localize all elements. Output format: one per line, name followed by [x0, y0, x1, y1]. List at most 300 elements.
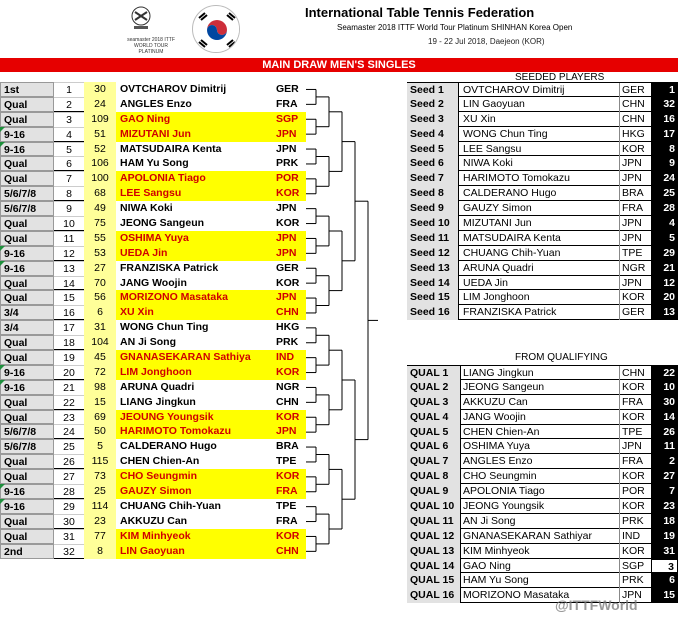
- draw-nation: KOR: [274, 186, 306, 201]
- draw-seed: 9-16: [0, 499, 54, 514]
- player-nation: IND: [619, 529, 649, 544]
- draw-row: [0, 201, 306, 216]
- seeded-row: [407, 216, 678, 231]
- draw-player-name: OVTCHAROV Dimitrij: [116, 82, 274, 97]
- row-label: Seed 7: [407, 171, 459, 186]
- draw-player-name: WONG Chun Ting: [116, 320, 274, 335]
- draw-row: [0, 142, 306, 157]
- draw-ranking: 100: [84, 171, 116, 186]
- player-nation: CHN: [619, 97, 649, 112]
- draw-player-name: LEE Sangsu: [116, 186, 274, 201]
- qualifier-row: [407, 544, 678, 559]
- draw-position: 30: [54, 514, 84, 529]
- draw-nation: FRA: [274, 514, 306, 529]
- draw-position-number: 6: [651, 573, 678, 588]
- row-label: Seed 12: [407, 246, 459, 261]
- draw-seed: 5/6/7/8: [0, 201, 54, 216]
- player-name: AKKUZU Can: [463, 395, 528, 408]
- draw-position-number: 18: [651, 514, 678, 529]
- draw-row: [0, 424, 306, 439]
- draw-seed: Qual: [0, 171, 54, 186]
- seed-marker-icon: [0, 499, 5, 514]
- draw-ranking: 24: [84, 97, 116, 112]
- player-nation: HKG: [619, 127, 649, 142]
- qualifier-row: [407, 514, 678, 529]
- page-title: International Table Tennis Federation: [305, 5, 535, 20]
- row-label: Seed 14: [407, 276, 459, 291]
- draw-position: 27: [54, 469, 84, 484]
- draw-nation: KOR: [274, 276, 306, 291]
- row-label: Seed 4: [407, 127, 459, 142]
- draw-player-name: GAUZY Simon: [116, 484, 274, 499]
- draw-row: [0, 320, 306, 335]
- qualifier-row: [407, 425, 678, 440]
- player-nation: JPN: [619, 216, 649, 231]
- player-nation: SGP: [619, 559, 649, 574]
- draw-ranking: 77: [84, 529, 116, 544]
- draw-position: 31: [54, 529, 84, 544]
- draw-position-number: 15: [651, 588, 678, 603]
- draw-row: [0, 514, 306, 529]
- draw-position-number: 28: [651, 201, 678, 216]
- seeded-row: [407, 201, 678, 216]
- draw-row: [0, 97, 306, 112]
- draw-position: 5: [54, 142, 84, 157]
- draw-nation: JPN: [274, 127, 306, 142]
- draw-ranking: 98: [84, 380, 116, 395]
- draw-ranking: 8: [84, 544, 116, 559]
- draw-ranking: 31: [84, 320, 116, 335]
- draw-seed: 5/6/7/8: [0, 186, 54, 201]
- player-nation: KOR: [619, 544, 649, 559]
- draw-player-name: LIANG Jingkun: [116, 395, 274, 410]
- draw-position-number: 24: [651, 171, 678, 186]
- player-name: CHUANG Chih-Yuan: [463, 246, 561, 259]
- qualifier-row: [407, 573, 678, 588]
- player-name: HARIMOTO Tomokazu: [463, 172, 570, 185]
- player-name: CALDERANO Hugo: [463, 187, 557, 200]
- qualifier-row: [407, 559, 678, 574]
- player-nation: JPN: [619, 231, 649, 246]
- draw-position: 11: [54, 231, 84, 246]
- draw-row: [0, 305, 306, 320]
- draw-ranking: 56: [84, 290, 116, 305]
- draw-ranking: 53: [84, 246, 116, 261]
- seeded-row: [407, 82, 678, 97]
- seeded-row: [407, 171, 678, 186]
- draw-position-number: 4: [651, 216, 678, 231]
- draw-row: [0, 410, 306, 425]
- draw-row: [0, 335, 306, 350]
- draw-position-number: 16: [651, 112, 678, 127]
- draw-player-name: GNANASEKARAN Sathiya: [116, 350, 274, 365]
- draw-nation: TPE: [274, 499, 306, 514]
- player-nation: KOR: [619, 380, 649, 395]
- row-label: Seed 11: [407, 231, 459, 246]
- qualifier-row: [407, 410, 678, 425]
- draw-position-number: 8: [651, 142, 678, 157]
- draw-player-name: JANG Woojin: [116, 276, 274, 291]
- qualifier-row: [407, 365, 678, 380]
- draw-player-name: CHUANG Chih-Yuan: [116, 499, 274, 514]
- draw-row: [0, 156, 306, 171]
- draw-nation: JPN: [274, 231, 306, 246]
- seeded-row: [407, 290, 678, 305]
- draw-nation: JPN: [274, 142, 306, 157]
- draw-seed: 9-16: [0, 380, 54, 395]
- draw-position: 23: [54, 410, 84, 425]
- draw-row: [0, 127, 306, 142]
- player-nation: JPN: [619, 439, 649, 454]
- player-name: HAM Yu Song: [463, 574, 529, 587]
- draw-row: [0, 529, 306, 544]
- player-nation: TPE: [619, 246, 649, 261]
- draw-position: 10: [54, 216, 84, 231]
- row-label: QUAL 2: [407, 380, 461, 395]
- draw-nation: KOR: [274, 529, 306, 544]
- seeded-row: [407, 231, 678, 246]
- draw-player-name: NIWA Koki: [116, 201, 274, 216]
- draw-position-number: 17: [651, 127, 678, 142]
- draw-position: 17: [54, 320, 84, 335]
- qualifier-row: [407, 395, 678, 410]
- draw-nation: POR: [274, 171, 306, 186]
- draw-nation: CHN: [274, 395, 306, 410]
- seeded-row: [407, 142, 678, 157]
- draw-nation: HKG: [274, 320, 306, 335]
- draw-player-name: MATSUDAIRA Kenta: [116, 142, 274, 157]
- draw-player-name: KIM Minhyeok: [116, 529, 274, 544]
- draw-player-name: ANGLES Enzo: [116, 97, 274, 112]
- row-label: QUAL 3: [407, 395, 461, 410]
- seeded-players-title: SEEDED PLAYERS: [515, 72, 605, 83]
- draw-ranking: 27: [84, 261, 116, 276]
- draw-row: [0, 231, 306, 246]
- draw-seed: Qual: [0, 395, 54, 410]
- draw-ranking: 75: [84, 216, 116, 231]
- logo-text: seamaster 2018 ITTF WORLD TOUR PLATINUM: [127, 37, 175, 55]
- draw-seed: Qual: [0, 290, 54, 305]
- draw-position-number: 27: [651, 469, 678, 484]
- draw-position-number: 30: [651, 395, 678, 410]
- player-nation: JPN: [619, 171, 649, 186]
- draw-title-banner: MAIN DRAW MEN'S SINGLES: [0, 58, 678, 72]
- draw-position: 28: [54, 484, 84, 499]
- seeded-row: [407, 186, 678, 201]
- draw-nation: TPE: [274, 454, 306, 469]
- row-label: Seed 3: [407, 112, 459, 127]
- draw-player-name: AKKUZU Can: [116, 514, 274, 529]
- draw-position: 32: [54, 544, 84, 559]
- draw-ranking: 72: [84, 365, 116, 380]
- draw-position: 26: [54, 454, 84, 469]
- player-name: GAO Ning: [463, 559, 511, 572]
- draw-position-number: 11: [651, 439, 678, 454]
- draw-nation: JPN: [274, 201, 306, 216]
- draw-row: [0, 484, 306, 499]
- draw-position: 4: [54, 127, 84, 142]
- qualifier-row: [407, 380, 678, 395]
- player-name: WONG Chun Ting: [463, 127, 548, 140]
- draw-position: 16: [54, 305, 84, 320]
- row-label: QUAL 15: [407, 573, 461, 588]
- qualifier-row: [407, 469, 678, 484]
- draw-position-number: 12: [651, 276, 678, 291]
- seeded-row: [407, 156, 678, 171]
- seeded-row: [407, 112, 678, 127]
- row-label: QUAL 4: [407, 410, 461, 425]
- draw-position: 1: [54, 82, 84, 97]
- qualifier-row: [407, 529, 678, 544]
- draw-ranking: 49: [84, 201, 116, 216]
- draw-player-name: MIZUTANI Jun: [116, 127, 274, 142]
- draw-ranking: 52: [84, 142, 116, 157]
- seed-marker-icon: [0, 127, 5, 142]
- draw-seed: 9-16: [0, 365, 54, 380]
- draw-ranking: 30: [84, 82, 116, 97]
- seed-marker-icon: [0, 142, 5, 157]
- player-nation: NGR: [619, 261, 649, 276]
- header: [0, 0, 690, 58]
- draw-position-number: 10: [651, 380, 678, 395]
- player-nation: BRA: [619, 186, 649, 201]
- draw-player-name: FRANZISKA Patrick: [116, 261, 274, 276]
- row-label: QUAL 13: [407, 544, 461, 559]
- row-label: Seed 6: [407, 156, 459, 171]
- draw-seed: 2nd: [0, 544, 54, 559]
- draw-seed: Qual: [0, 454, 54, 469]
- draw-player-name: AN Ji Song: [116, 335, 274, 350]
- draw-seed: 9-16: [0, 142, 54, 157]
- draw-position-number: 31: [651, 544, 678, 559]
- draw-seed: 5/6/7/8: [0, 424, 54, 439]
- player-name: KIM Minhyeok: [463, 544, 530, 557]
- draw-seed: 9-16: [0, 484, 54, 499]
- draw-position: 9: [54, 201, 84, 216]
- draw-position-number: 19: [651, 529, 678, 544]
- draw-seed: 3/4: [0, 305, 54, 320]
- player-nation: GER: [619, 83, 649, 98]
- draw-ranking: 104: [84, 335, 116, 350]
- draw-nation: JPN: [274, 246, 306, 261]
- row-label: QUAL 9: [407, 484, 461, 499]
- row-label: QUAL 11: [407, 514, 461, 529]
- draw-seed: 9-16: [0, 261, 54, 276]
- draw-nation: CHN: [274, 305, 306, 320]
- player-name: MIZUTANI Jun: [463, 217, 532, 230]
- korea-flag-icon: [192, 5, 240, 53]
- draw-seed: 9-16: [0, 127, 54, 142]
- draw-nation: KOR: [274, 410, 306, 425]
- draw-position-number: 32: [651, 97, 678, 112]
- row-label: QUAL 16: [407, 588, 461, 603]
- draw-position-number: 3: [651, 559, 678, 574]
- player-name: CHO Seungmin: [463, 470, 537, 483]
- draw-nation: PRK: [274, 335, 306, 350]
- row-label: Seed 15: [407, 290, 459, 305]
- draw-seed: Qual: [0, 112, 54, 127]
- watermark: @ITTFWorld: [555, 597, 638, 613]
- ittf-logo-icon: [125, 6, 157, 32]
- row-label: Seed 16: [407, 305, 459, 320]
- draw-row: [0, 216, 306, 231]
- draw-nation: PRK: [274, 156, 306, 171]
- draw-position: 21: [54, 380, 84, 395]
- draw-ranking: 69: [84, 410, 116, 425]
- seed-marker-icon: [0, 261, 5, 276]
- draw-position: 6: [54, 156, 84, 171]
- seeded-row: [407, 276, 678, 291]
- player-name: LIANG Jingkun: [463, 367, 534, 379]
- draw-ranking: 50: [84, 424, 116, 439]
- draw-ranking: 5: [84, 439, 116, 454]
- qualifier-row: [407, 484, 678, 499]
- qualifying-title: FROM QUALIFYING: [515, 352, 608, 363]
- draw-seed: 5/6/7/8: [0, 439, 54, 454]
- draw-ranking: 73: [84, 469, 116, 484]
- draw-ranking: 106: [84, 156, 116, 171]
- player-name: GNANASEKARAN Sathiyar: [463, 529, 592, 542]
- draw-position-number: 23: [651, 499, 678, 514]
- draw-row: [0, 469, 306, 484]
- draw-nation: GER: [274, 261, 306, 276]
- player-name: ANGLES Enzo: [463, 455, 533, 468]
- draw-nation: KOR: [274, 365, 306, 380]
- row-label: Seed 13: [407, 261, 459, 276]
- draw-seed: 3/4: [0, 320, 54, 335]
- player-nation: KOR: [619, 290, 649, 305]
- qualifier-row: [407, 439, 678, 454]
- draw-player-name: GAO Ning: [116, 112, 274, 127]
- seeded-row: [407, 97, 678, 112]
- row-label: QUAL 14: [407, 559, 461, 574]
- qualifier-row: [407, 454, 678, 469]
- draw-row: [0, 380, 306, 395]
- draw-seed: 1st: [0, 82, 54, 97]
- row-label: Seed 9: [407, 201, 459, 216]
- draw-position-number: 29: [651, 246, 678, 261]
- player-nation: POR: [619, 484, 649, 499]
- draw-ranking: 6: [84, 305, 116, 320]
- draw-ranking: 23: [84, 514, 116, 529]
- player-nation: JPN: [619, 156, 649, 171]
- draw-player-name: JEOUNG Youngsik: [116, 410, 274, 425]
- draw-row: [0, 544, 306, 559]
- draw-seed: Qual: [0, 514, 54, 529]
- draw-nation: BRA: [274, 439, 306, 454]
- row-label: QUAL 7: [407, 454, 461, 469]
- draw-seed: Qual: [0, 276, 54, 291]
- player-nation: PRK: [619, 514, 649, 529]
- row-label: QUAL 6: [407, 439, 461, 454]
- draw-player-name: LIN Gaoyuan: [116, 544, 274, 559]
- player-nation: TPE: [619, 425, 649, 440]
- seed-marker-icon: [0, 484, 5, 499]
- draw-position-number: 13: [651, 305, 678, 320]
- draw-position: 2: [54, 97, 84, 112]
- seed-marker-icon: [0, 246, 5, 261]
- seed-marker-icon: [0, 365, 5, 380]
- draw-position: 29: [54, 499, 84, 514]
- draw-position: 22: [54, 395, 84, 410]
- draw-position: 15: [54, 290, 84, 305]
- draw-seed: Qual: [0, 410, 54, 425]
- draw-row: [0, 112, 306, 127]
- draw-position: 20: [54, 365, 84, 380]
- row-label: Seed 2: [407, 97, 459, 112]
- draw-row: [0, 350, 306, 365]
- draw-row: [0, 454, 306, 469]
- player-name: LEE Sangsu: [463, 142, 522, 155]
- player-name: JEONG Youngsik: [463, 500, 545, 513]
- draw-row: [0, 290, 306, 305]
- draw-ranking: 25: [84, 484, 116, 499]
- player-name: OSHIMA Yuya: [463, 440, 530, 453]
- seeded-row: [407, 305, 678, 320]
- seeded-row: [407, 261, 678, 276]
- draw-row: [0, 261, 306, 276]
- player-name: OVTCHAROV Dimitrij: [463, 84, 565, 96]
- draw-position: 8: [54, 186, 84, 201]
- draw-position-number: 1: [651, 83, 678, 98]
- seed-marker-icon: [0, 380, 5, 395]
- draw-player-name: MORIZONO Masataka: [116, 290, 274, 305]
- player-nation: GER: [619, 305, 649, 320]
- draw-position: 12: [54, 246, 84, 261]
- draw-player-name: CHO Seungmin: [116, 469, 274, 484]
- draw-row: [0, 365, 306, 380]
- draw-ranking: 51: [84, 127, 116, 142]
- seeded-row: [407, 127, 678, 142]
- draw-nation: IND: [274, 350, 306, 365]
- draw-row: [0, 82, 306, 97]
- player-name: AN Ji Song: [463, 514, 516, 527]
- player-name: CHEN Chien-An: [463, 425, 540, 438]
- draw-row: [0, 439, 306, 454]
- draw-row: [0, 246, 306, 261]
- draw-player-name: APOLONIA Tiago: [116, 171, 274, 186]
- draw-player-name: OSHIMA Yuya: [116, 231, 274, 246]
- draw-ranking: 68: [84, 186, 116, 201]
- player-nation: KOR: [619, 142, 649, 157]
- player-name: ARUNA Quadri: [463, 261, 534, 274]
- draw-nation: GER: [274, 82, 306, 97]
- draw-player-name: UEDA Jin: [116, 246, 274, 261]
- draw-row: [0, 395, 306, 410]
- row-label: Seed 5: [407, 142, 459, 157]
- draw-position: 3: [54, 112, 84, 127]
- player-name: NIWA Koki: [463, 157, 513, 170]
- draw-player-name: JEONG Sangeun: [116, 216, 274, 231]
- draw-row: [0, 186, 306, 201]
- draw-player-name: HARIMOTO Tomokazu: [116, 424, 274, 439]
- player-nation: CHN: [619, 112, 649, 127]
- draw-ranking: 115: [84, 454, 116, 469]
- player-nation: JPN: [619, 276, 649, 291]
- draw-player-name: CALDERANO Hugo: [116, 439, 274, 454]
- draw-row: [0, 499, 306, 514]
- draw-position-number: 5: [651, 231, 678, 246]
- player-nation: FRA: [619, 454, 649, 469]
- draw-row: [0, 171, 306, 186]
- draw-position: 7: [54, 171, 84, 186]
- draw-player-name: CHEN Chien-An: [116, 454, 274, 469]
- draw-seed: Qual: [0, 529, 54, 544]
- row-label: QUAL 1: [407, 366, 461, 381]
- draw-position: 13: [54, 261, 84, 276]
- draw-position-number: 20: [651, 290, 678, 305]
- draw-player-name: ARUNA Quadri: [116, 380, 274, 395]
